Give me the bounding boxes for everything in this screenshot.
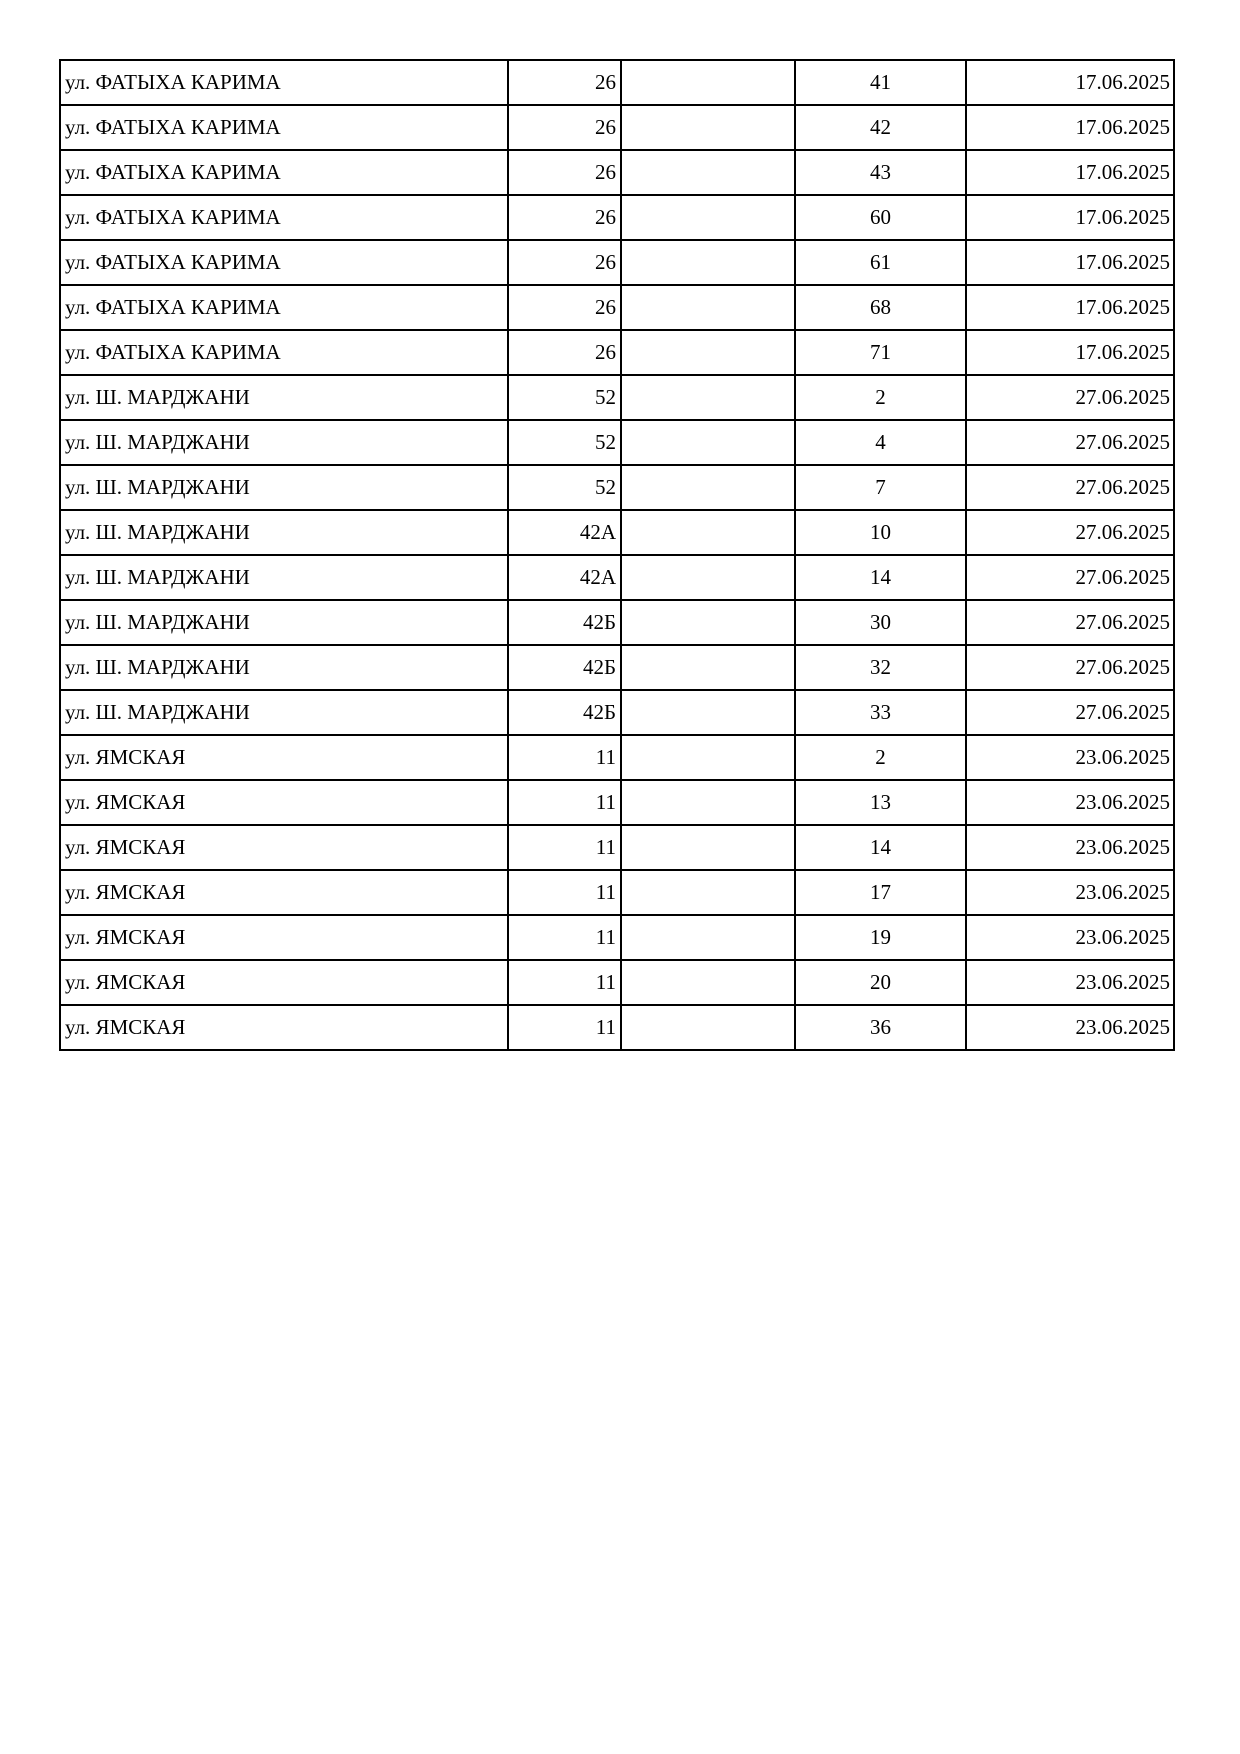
date-cell: 17.06.2025 [966, 105, 1174, 150]
street-cell: ул. Ш. МАРДЖАНИ [60, 555, 508, 600]
table-row [60, 420, 1174, 465]
apartment-number-cell: 33 [795, 690, 966, 735]
date-cell: 23.06.2025 [966, 870, 1174, 915]
empty-cell [621, 690, 795, 735]
date-cell: 17.06.2025 [966, 150, 1174, 195]
empty-cell [621, 195, 795, 240]
table-row [60, 195, 1174, 240]
empty-cell [621, 60, 795, 105]
date-cell: 27.06.2025 [966, 600, 1174, 645]
street-cell: ул. Ш. МАРДЖАНИ [60, 690, 508, 735]
street-cell: ул. Ш. МАРДЖАНИ [60, 645, 508, 690]
date-cell: 17.06.2025 [966, 60, 1174, 105]
apartment-number-cell: 2 [795, 735, 966, 780]
street-cell: ул. Ш. МАРДЖАНИ [60, 375, 508, 420]
house-number-cell: 42Б [508, 645, 621, 690]
house-number-cell: 11 [508, 870, 621, 915]
date-cell: 17.06.2025 [966, 285, 1174, 330]
empty-cell [621, 420, 795, 465]
apartment-number-cell: 41 [795, 60, 966, 105]
date-cell: 23.06.2025 [966, 735, 1174, 780]
empty-cell [621, 780, 795, 825]
empty-cell [621, 645, 795, 690]
empty-cell [621, 735, 795, 780]
table-row [60, 150, 1174, 195]
empty-cell [621, 150, 795, 195]
apartment-number-cell: 10 [795, 510, 966, 555]
date-cell: 27.06.2025 [966, 555, 1174, 600]
street-cell: ул. ЯМСКАЯ [60, 915, 508, 960]
apartment-number-cell: 17 [795, 870, 966, 915]
date-cell: 17.06.2025 [966, 240, 1174, 285]
street-cell: ул. ЯМСКАЯ [60, 1005, 508, 1050]
house-number-cell: 11 [508, 1005, 621, 1050]
apartment-number-cell: 71 [795, 330, 966, 375]
empty-cell [621, 915, 795, 960]
table-row [60, 600, 1174, 645]
street-cell: ул. ФАТЫХА КАРИМА [60, 285, 508, 330]
street-cell: ул. ФАТЫХА КАРИМА [60, 195, 508, 240]
street-cell: ул. ФАТЫХА КАРИМА [60, 60, 508, 105]
table-row [60, 915, 1174, 960]
street-cell: ул. ЯМСКАЯ [60, 780, 508, 825]
house-number-cell: 42А [508, 555, 621, 600]
table-row [60, 690, 1174, 735]
house-number-cell: 11 [508, 915, 621, 960]
table-row [60, 825, 1174, 870]
apartment-number-cell: 42 [795, 105, 966, 150]
table-row [60, 510, 1174, 555]
table-row [60, 645, 1174, 690]
apartment-number-cell: 13 [795, 780, 966, 825]
date-cell: 23.06.2025 [966, 825, 1174, 870]
apartment-number-cell: 4 [795, 420, 966, 465]
table-row [60, 870, 1174, 915]
street-cell: ул. ЯМСКАЯ [60, 825, 508, 870]
empty-cell [621, 465, 795, 510]
house-number-cell: 11 [508, 960, 621, 1005]
table-row [60, 735, 1174, 780]
apartment-number-cell: 30 [795, 600, 966, 645]
date-cell: 27.06.2025 [966, 690, 1174, 735]
table-row [60, 1005, 1174, 1050]
apartment-number-cell: 68 [795, 285, 966, 330]
apartment-number-cell: 32 [795, 645, 966, 690]
street-cell: ул. Ш. МАРДЖАНИ [60, 510, 508, 555]
empty-cell [621, 555, 795, 600]
street-cell: ул. ЯМСКАЯ [60, 735, 508, 780]
date-cell: 17.06.2025 [966, 195, 1174, 240]
house-number-cell: 52 [508, 465, 621, 510]
table-row [60, 60, 1174, 105]
street-cell: ул. Ш. МАРДЖАНИ [60, 420, 508, 465]
empty-cell [621, 375, 795, 420]
apartment-number-cell: 61 [795, 240, 966, 285]
empty-cell [621, 825, 795, 870]
apartment-number-cell: 14 [795, 555, 966, 600]
date-cell: 27.06.2025 [966, 510, 1174, 555]
apartment-number-cell: 7 [795, 465, 966, 510]
empty-cell [621, 600, 795, 645]
apartment-number-cell: 2 [795, 375, 966, 420]
house-number-cell: 26 [508, 240, 621, 285]
empty-cell [621, 285, 795, 330]
street-cell: ул. ФАТЫХА КАРИМА [60, 105, 508, 150]
street-cell: ул. Ш. МАРДЖАНИ [60, 600, 508, 645]
house-number-cell: 11 [508, 780, 621, 825]
house-number-cell: 52 [508, 375, 621, 420]
table-row [60, 105, 1174, 150]
table-row [60, 465, 1174, 510]
date-cell: 17.06.2025 [966, 330, 1174, 375]
house-number-cell: 26 [508, 60, 621, 105]
street-cell: ул. ФАТЫХА КАРИМА [60, 330, 508, 375]
address-table-body [60, 60, 1174, 1050]
table-row [60, 780, 1174, 825]
date-cell: 23.06.2025 [966, 780, 1174, 825]
house-number-cell: 26 [508, 105, 621, 150]
table-row [60, 555, 1174, 600]
empty-cell [621, 510, 795, 555]
empty-cell [621, 240, 795, 285]
date-cell: 23.06.2025 [966, 960, 1174, 1005]
house-number-cell: 42Б [508, 600, 621, 645]
house-number-cell: 26 [508, 285, 621, 330]
house-number-cell: 42Б [508, 690, 621, 735]
house-number-cell: 26 [508, 330, 621, 375]
table-row [60, 375, 1174, 420]
street-cell: ул. Ш. МАРДЖАНИ [60, 465, 508, 510]
house-number-cell: 52 [508, 420, 621, 465]
empty-cell [621, 960, 795, 1005]
table-row [60, 285, 1174, 330]
street-cell: ул. ЯМСКАЯ [60, 870, 508, 915]
date-cell: 23.06.2025 [966, 1005, 1174, 1050]
apartment-number-cell: 36 [795, 1005, 966, 1050]
date-cell: 27.06.2025 [966, 420, 1174, 465]
empty-cell [621, 330, 795, 375]
apartment-number-cell: 43 [795, 150, 966, 195]
apartment-number-cell: 14 [795, 825, 966, 870]
empty-cell [621, 1005, 795, 1050]
date-cell: 27.06.2025 [966, 645, 1174, 690]
house-number-cell: 11 [508, 825, 621, 870]
table-row [60, 240, 1174, 285]
date-cell: 27.06.2025 [966, 465, 1174, 510]
house-number-cell: 26 [508, 150, 621, 195]
apartment-number-cell: 60 [795, 195, 966, 240]
house-number-cell: 26 [508, 195, 621, 240]
table-row [60, 960, 1174, 1005]
empty-cell [621, 870, 795, 915]
house-number-cell: 42А [508, 510, 621, 555]
house-number-cell: 11 [508, 735, 621, 780]
street-cell: ул. ФАТЫХА КАРИМА [60, 240, 508, 285]
apartment-number-cell: 19 [795, 915, 966, 960]
empty-cell [621, 105, 795, 150]
date-cell: 23.06.2025 [966, 915, 1174, 960]
date-cell: 27.06.2025 [966, 375, 1174, 420]
street-cell: ул. ФАТЫХА КАРИМА [60, 150, 508, 195]
table-row [60, 330, 1174, 375]
address-table [59, 59, 1175, 1051]
street-cell: ул. ЯМСКАЯ [60, 960, 508, 1005]
apartment-number-cell: 20 [795, 960, 966, 1005]
